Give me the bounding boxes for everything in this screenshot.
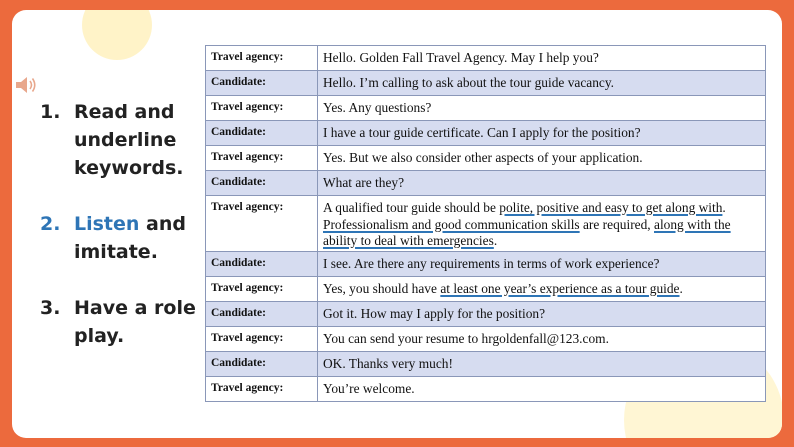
speaker-cell: Candidate: xyxy=(206,302,318,327)
line-cell: I see. Are there any requirements in terms of work experience? xyxy=(318,252,766,277)
speaker-cell: Travel agency: xyxy=(206,196,318,252)
table-row xyxy=(206,121,766,146)
table-row xyxy=(206,71,766,96)
table-row xyxy=(206,252,766,277)
speaker-cell: Travel agency: xyxy=(206,377,318,402)
line-text: . xyxy=(679,281,683,296)
step-number: 1. xyxy=(40,101,61,123)
table-row xyxy=(206,196,766,252)
underlined-keyword: at least one year’s experience as a tour guide xyxy=(440,281,680,296)
table-row xyxy=(206,377,766,402)
step-highlight: Listen xyxy=(74,213,140,235)
line-cell: I have a tour guide certificate. Can I apply for the position? xyxy=(318,121,766,146)
speaker-cell: Candidate: xyxy=(206,352,318,377)
table-row xyxy=(206,327,766,352)
step-number: 2. xyxy=(40,213,61,235)
step-text xyxy=(74,210,210,266)
table-row xyxy=(206,352,766,377)
dialogue-table xyxy=(205,45,766,402)
line-cell xyxy=(318,277,766,302)
line-cell: Hello. I’m calling to ask about the tour guide vacancy. xyxy=(318,71,766,96)
step-text-rest: and imitate. xyxy=(74,213,187,263)
table-row xyxy=(206,46,766,71)
speaker-cell: Candidate: xyxy=(206,71,318,96)
speaker-icon[interactable] xyxy=(14,74,38,96)
speaker-cell: Travel agency: xyxy=(206,327,318,352)
line-text: . xyxy=(722,200,726,215)
speaker-cell: Candidate: xyxy=(206,171,318,196)
underlined-keyword: along with the ability to deal with emergencies xyxy=(323,216,731,248)
table-row xyxy=(206,96,766,121)
line-cell: You’re welcome. xyxy=(318,377,766,402)
table-row xyxy=(206,302,766,327)
line-text: are required, xyxy=(579,216,654,232)
instruction-steps xyxy=(40,98,210,378)
speaker-cell: Travel agency: xyxy=(206,46,318,71)
table-row xyxy=(206,277,766,302)
speaker-cell: Candidate: xyxy=(206,252,318,277)
line-cell: Hello. Golden Fall Travel Agency. May I help you? xyxy=(318,46,766,71)
step-number: 3. xyxy=(40,297,61,319)
step-listen xyxy=(40,210,210,266)
decorative-circle xyxy=(82,10,152,60)
line-cell: Got it. How may I apply for the position? xyxy=(318,302,766,327)
table-row xyxy=(206,146,766,171)
speaker-cell: Travel agency: xyxy=(206,96,318,121)
line-text: A qualified tour guide should be xyxy=(323,200,500,215)
line-cell: Yes. But we also consider other aspects of your application. xyxy=(318,146,766,171)
line-cell xyxy=(318,196,766,252)
underlined-keyword: polite, positive and easy to get along with xyxy=(499,200,723,215)
step-read xyxy=(40,98,210,182)
line-cell: Yes. Any questions? xyxy=(318,96,766,121)
table-row xyxy=(206,171,766,196)
speaker-cell: Candidate: xyxy=(206,121,318,146)
line-cell: OK. Thanks very much! xyxy=(318,352,766,377)
speaker-cell: Travel agency: xyxy=(206,146,318,171)
underlined-keyword: Professionalism and good communication skills xyxy=(323,216,580,232)
line-cell: What are they? xyxy=(318,171,766,196)
line-cell: You can send your resume to hrgoldenfall@123.com. xyxy=(318,327,766,352)
line-text: Yes, you should have xyxy=(323,281,441,296)
speaker-cell: Travel agency: xyxy=(206,277,318,302)
step-role-play xyxy=(40,294,210,350)
line-text: . xyxy=(493,233,498,248)
step-text: Have a role play. xyxy=(74,297,196,347)
step-text: Read and underline keywords. xyxy=(74,101,184,179)
